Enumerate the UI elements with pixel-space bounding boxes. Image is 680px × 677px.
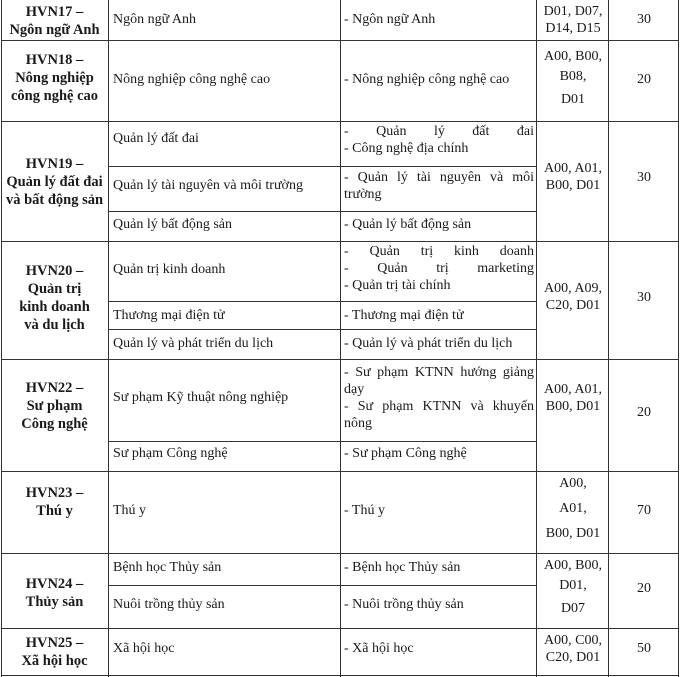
quota: 70 [637,503,651,518]
major-name: Bệnh học Thủy sản [113,560,222,575]
col-divider [678,0,679,677]
major-name: Nuôi trồng thủy sản [113,597,225,612]
specialization: - Thương mại điện tử [344,308,464,323]
row-divider [1,675,679,676]
specialization: - Ngôn ngữ Anh [344,12,436,27]
program-code: HVN18 – Nông nghiệp công nghệ cao [11,52,98,104]
sub-row-divider [108,166,537,167]
specialization: - Sư phạm KTNN hướng giảng dạy - Sư phạm KTNN và khuyến nông [344,365,534,431]
specialization: - Nuôi trồng thủy sản [344,597,464,612]
row-divider [1,628,679,629]
major-name: Quản trị kinh doanh [113,262,226,277]
col-divider [340,0,341,677]
quota: 30 [637,170,651,185]
program-code: HVN23 – Thú y [25,485,84,519]
specialization: - Nông nghiệp công nghệ cao [344,72,510,87]
subject-groups: A00, A09, C20, D01 [544,281,602,313]
major-name: Quản lý và phát triển du lịch [113,336,274,351]
quota: 30 [637,12,651,27]
subject-groups: D01, D07, D14, D15 [543,4,603,36]
sub-row-divider [108,301,537,302]
subject-groups: A00, A01, B00, D01 [545,476,601,541]
major-name: Sư phạm Công nghệ [113,446,228,461]
major-name: Quản lý đất đai [113,131,199,146]
program-code: HVN17 – Ngôn ngữ Anh [9,4,100,38]
specialization: - Quản trị kinh doanh - Quản trị marketing - Quản trị tài chính [344,244,534,293]
specialization: - Xã hội học [344,641,414,656]
subject-groups: A00, A01, B00, D01 [544,161,602,193]
major-name: Thương mại điện tử [113,308,225,323]
specialization: - Quản lý đất đai - Công nghệ địa chính [344,124,534,156]
subject-groups: A00, B00, B08, D01 [544,49,602,107]
quota: 30 [637,290,651,305]
row-divider [1,121,679,122]
program-code: HVN25 – Xã hội học [21,635,88,669]
quota: 50 [637,641,651,656]
subject-groups: A00, B00, D01, D07 [544,558,602,616]
subject-groups: A00, C00, C20, D01 [544,633,602,665]
specialization: - Sư phạm Công nghệ [344,446,467,461]
col-divider [108,0,109,677]
major-name: Quản lý bất động sản [113,217,232,232]
major-name: Ngôn ngữ Anh [113,12,197,27]
row-divider [1,359,679,360]
program-code: HVN20 – Quản trị kinh doanh và du lịch [19,263,90,333]
specialization: - Quản lý tài nguyên và môi trường [344,170,534,202]
sub-row-divider [108,585,537,586]
major-name: Xã hội học [113,641,175,656]
major-name: Sư phạm Kỹ thuật nông nghiệp [113,390,289,405]
sub-row-divider [108,211,537,212]
quota: 20 [637,72,651,87]
row-divider [1,241,679,242]
sub-row-divider [108,329,537,330]
quota: 20 [637,405,651,420]
major-name: Quản lý tài nguyên và môi trường [113,178,303,193]
specialization: - Quản lý bất động sản [344,217,472,232]
program-code: HVN24 – Thủy sản [25,576,84,610]
row-divider [1,471,679,472]
row-divider [1,40,679,41]
specialization: - Thú y [344,503,385,518]
program-code: HVN19 – Quản lý đất đai và bất động sản [5,156,104,208]
major-name: Thú y [113,503,147,518]
quota: 20 [637,581,651,596]
subject-groups: A00, A01, B00, D01 [544,382,602,414]
row-divider [1,553,679,554]
sub-row-divider [108,441,537,442]
specialization: - Bệnh học Thủy sản [344,560,461,575]
col-divider [608,0,609,677]
major-name: Nông nghiệp công nghệ cao [113,72,271,87]
col-divider [536,0,537,677]
specialization: - Quản lý và phát triển du lịch [344,336,513,351]
program-code: HVN22 – Sư phạm Công nghệ [21,380,88,432]
